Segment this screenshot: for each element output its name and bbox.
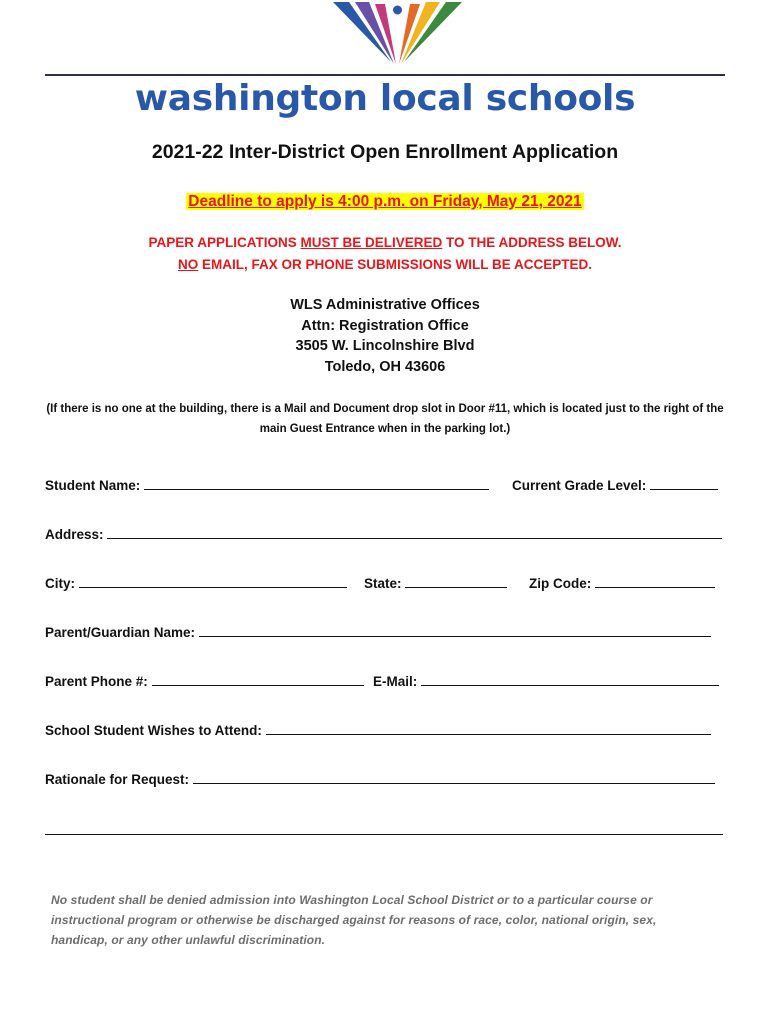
address-line: Toledo, OH 43606 [324,359,446,375]
zip-code-field[interactable] [529,573,715,591]
non-discrimination-statement: No student shall be denied admission into Washington Local School District or to a particular course or instructional program or otherwise be discharged against for reasons of race, color, national origin, sex, handicap, or any other unlawful discrimination. [51,893,657,947]
header-divider [45,74,725,76]
school-choice-line[interactable] [266,720,711,735]
field-label: School Student Wishes to Attend: [45,723,262,738]
rationale-field[interactable] [45,769,715,787]
form-title: 2021-22 Inter-District Open Enrollment Application [151,141,619,163]
student-name-line[interactable] [144,475,489,490]
district-logo-icon [325,0,470,72]
warning-emphasis: MUST BE DELIVERED [300,235,443,250]
warning-text: PAPER APPLICATIONS [148,235,301,250]
school-choice-field[interactable] [45,720,711,738]
field-label: State: [364,576,402,591]
field-label: Current Grade Level: [512,478,647,493]
field-label: Student Name: [45,478,141,493]
city-field[interactable] [45,573,347,591]
district-wordmark: washington local schools [134,78,636,119]
state-field[interactable] [364,573,507,591]
city-line[interactable] [79,573,347,588]
guardian-name-line[interactable] [199,622,711,637]
address-field[interactable] [45,524,722,542]
field-label: Parent Phone #: [45,674,148,689]
field-label: E-Mail: [373,674,418,689]
grade-level-field[interactable] [512,475,718,493]
delivery-warning [0,235,770,250]
state-line[interactable] [405,573,507,588]
rationale-continuation-line[interactable] [45,834,723,835]
warning-text: EMAIL, FAX OR PHONE SUBMISSIONS WILL BE ACCEPTED. [198,257,593,272]
rationale-line[interactable] [193,769,715,784]
deadline-banner [0,193,770,211]
address-line: 3505 W. Lincolnshire Blvd [295,338,475,354]
field-label: City: [45,576,75,591]
submission-warning [0,257,770,272]
email-line[interactable] [421,671,719,686]
address-line: WLS Administrative Offices [290,297,480,313]
field-label: Zip Code: [529,576,592,591]
drop-slot-note: (If there is no one at the building, there is a Mail and Document drop slot in Door #11, which is located just to the right of the main Guest Entrance when in the parking lot.) [46,403,724,435]
address-input-line[interactable] [107,524,722,539]
guardian-name-field[interactable] [45,622,711,640]
field-label: Rationale for Request: [45,772,190,787]
zip-code-line[interactable] [595,573,715,588]
field-label: Address: [45,527,104,542]
grade-level-line[interactable] [650,475,718,490]
warning-text: TO THE ADDRESS BELOW. [442,235,622,250]
email-field[interactable] [373,671,719,689]
student-name-field[interactable] [45,475,489,493]
parent-phone-field[interactable] [45,671,364,689]
field-label: Parent/Guardian Name: [45,625,196,640]
deadline-text: Deadline to apply is 4:00 p.m. on Friday, May 21, 2021 [188,193,582,210]
parent-phone-line[interactable] [152,671,364,686]
warning-emphasis: NO [177,257,199,272]
address-line: Attn: Registration Office [301,318,469,334]
